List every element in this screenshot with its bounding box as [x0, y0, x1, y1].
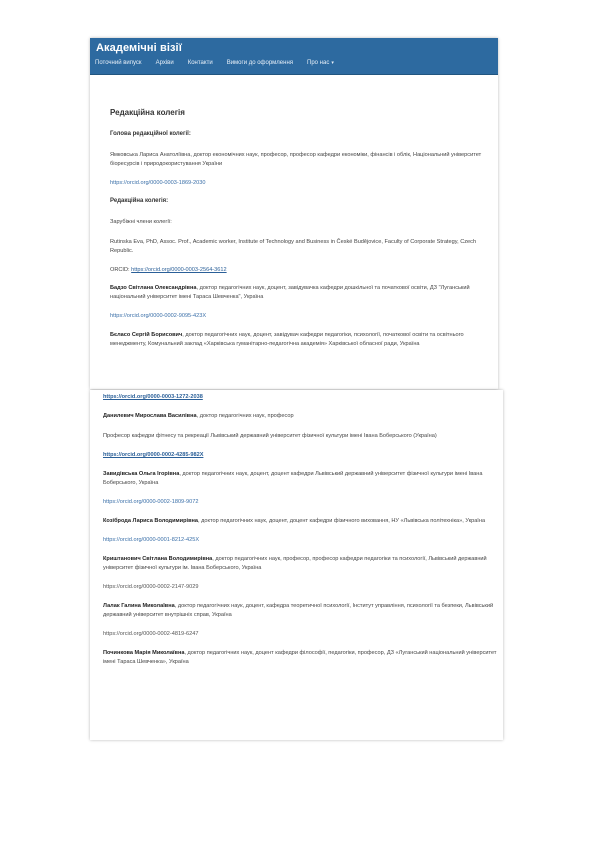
member-3	[103, 412, 498, 421]
member-4-name: Завидівська Ольга Ігорівна	[103, 471, 180, 477]
head-orcid-link[interactable]: https://orcid.org/0000-0003-1869-2030	[110, 180, 206, 186]
member-6-text: , доктор педагогічних наук, професор, професор кафедри педагогіки та психології, Львівський державний університет фізичної культури ім. Івана Боберського, Україна	[103, 556, 487, 571]
member-3-name: Данилевич Мирослава Василівна	[103, 413, 197, 419]
member-5-text: , доктор педагогічних наук, доцент, доцент кафедри фізичного виховання, НУ «Львівська політехніка», Україна	[198, 518, 486, 524]
member-4-orcid[interactable]: https://orcid.org/0000-0002-1809-9072	[103, 499, 199, 505]
nav-about-label: Про нас	[307, 60, 330, 66]
member-5-orcid[interactable]: https://orcid.org/0000-0001-8212-425X	[103, 537, 200, 543]
page-title: Редакційна колегія	[110, 108, 185, 117]
nav-contacts[interactable]: Контакти	[187, 60, 213, 66]
member-6	[103, 555, 498, 573]
member-2-name: Бєласо Сергій Борисович	[110, 332, 183, 338]
member-1-name: Бадзо Світлана Олександрівна	[110, 285, 197, 291]
main-nav	[95, 60, 334, 66]
member-7-name: Лалак Галина Миколаївна	[103, 603, 175, 609]
nav-requirements[interactable]: Вимоги до оформлення	[226, 60, 294, 66]
member-7-text: , доктор педагогічних наук, доцент, кафедра теоретичної психології, Інститут управління, психології та безпеки, Львівський державний університет внутрішніх справ, Україна	[103, 603, 494, 618]
board-content-top	[110, 108, 485, 360]
foreign-text: Rutinska Eva, PhD, Assoc. Prof., Academic worker, Institute of Technology and Business in České Budějovice, Faculty of Corporate Strategy, Czech Republic.	[110, 239, 477, 254]
nav-archives[interactable]: Архіви	[155, 60, 174, 66]
member-4-text: , доктор педагогічних наук, доцент, доцент кафедри Львівський державний університет фізичної культури імені Івана Боберського, Україна	[103, 471, 483, 486]
nav-current-issue[interactable]: Поточний випуск	[95, 60, 142, 66]
member-8-name: Починкова Марія Миколаївна	[103, 650, 185, 656]
member-3-orcid[interactable]: https://orcid.org/0000-0002-4285-982X	[103, 452, 204, 458]
site-header	[90, 38, 498, 75]
member-3-text: , доктор педагогічних наук, професор	[196, 413, 294, 419]
member-7	[103, 602, 498, 620]
foreign-orcid-link[interactable]: https://orcid.org/0000-0003-2564-3612	[131, 267, 227, 273]
member-8	[103, 649, 498, 667]
chevron-down-icon: ▾	[331, 60, 334, 66]
members-label: Редакційна колегія:	[110, 198, 169, 204]
member-3-position: Професор кафедри фітнесу та рекреації Львівський державний університет фізичної культури імені Івана Боберського (Україна)	[103, 433, 437, 439]
head-label: Голова редакційної колегії:	[110, 131, 191, 137]
page-sheet-1	[90, 38, 498, 389]
head-text: Ямковська Лариса Анатоліївна, доктор економічних наук, професор, професор кафедри економіки, фінансів і облік, Національний університет біоресурсів і природокористування України	[110, 152, 482, 167]
orcid-prefix: ORCID:	[110, 267, 130, 273]
member-1-text: , доктор педагогічних наук, доцент, завідувачка кафедри дошкільної та початкової освіти, ДЗ "Луганський національний університет імені Тараса Шевченка", Україна	[110, 285, 470, 300]
member-7-orcid[interactable]: https://orcid.org/0000-0002-4819-6247	[103, 631, 199, 637]
member-6-orcid[interactable]: https://orcid.org/0000-0002-2147-9029	[103, 584, 199, 590]
member-5-name: Козіброда Лариса Володимирівна	[103, 518, 199, 524]
member-4	[103, 470, 498, 488]
board-content-bottom	[103, 394, 498, 678]
nav-about[interactable]	[307, 60, 334, 66]
member-2-orcid[interactable]: https://orcid.org/0000-0003-1272-2038	[103, 394, 203, 400]
foreign-label: Зарубіжні члени колегії:	[110, 219, 172, 225]
member-5	[103, 517, 498, 526]
site-title[interactable]: Академічні візії	[96, 42, 182, 54]
foreign-orcid-row	[110, 267, 485, 273]
member-2	[110, 331, 485, 349]
member-1-orcid[interactable]: https://orcid.org/0000-0002-9095-423X	[110, 313, 207, 319]
member-8-text: , доктор педагогічних наук, доцент кафедри філософії, педагогіки, професор, ДЗ «Луганський національний університет імені Тараса Шевченка», Україна	[103, 650, 497, 665]
member-2-text: , доктор педагогічних наук, доцент, завідувач кафедри педагогіки, психології, початкової освіти та освітнього менеджменту, Комунальний заклад «Харківська гуманітарно-педагогічна академія» Харківської обласної ради, Україна	[110, 332, 464, 347]
member-6-name: Криштанович Світлана Володимирівна	[103, 556, 213, 562]
member-1	[110, 284, 485, 302]
